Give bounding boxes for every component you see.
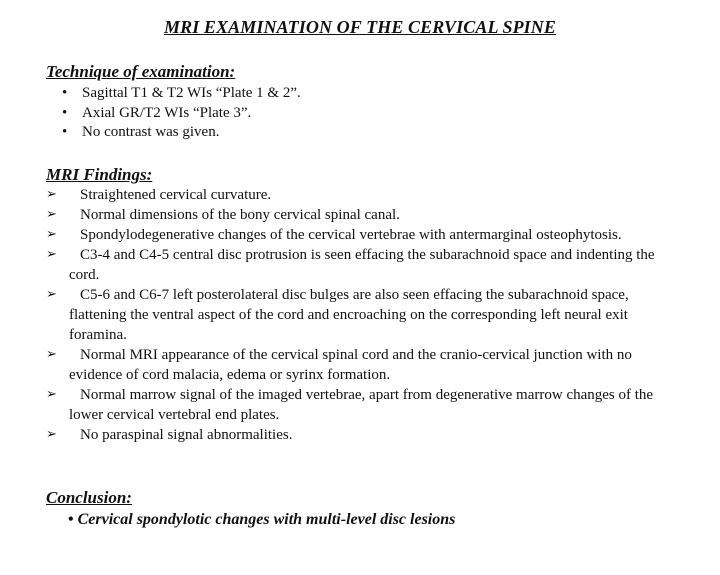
report-title: MRI EXAMINATION OF THE CERVICAL SPINE (164, 17, 556, 37)
finding-item-text: Straightened cervical curvature. (80, 187, 272, 203)
findings-list (46, 185, 686, 445)
technique-item (62, 84, 301, 104)
finding-item-text: Normal MRI appearance of the cervical spinal cord and the cranio-cervical junction with no evidence of cord malacia, edema or syrinx formation. (69, 347, 632, 383)
technique-item (62, 104, 301, 124)
arrow-bullet-icon: ➢ (46, 227, 57, 242)
conclusion-heading: Conclusion: (46, 488, 132, 507)
findings-heading: MRI Findings: (46, 165, 153, 184)
finding-item-text: C5-6 and C6-7 left posterolateral disc bulges are also seen effacing the subarachnoid space, flattening the ventral aspect of the cord and encroaching on the corresponding left neural exit foramina. (69, 287, 629, 343)
arrow-bullet-icon: ➢ (46, 187, 57, 202)
conclusion-item (68, 511, 455, 529)
arrow-bullet-icon: ➢ (46, 387, 57, 402)
technique-item (62, 123, 301, 143)
finding-item (46, 285, 686, 345)
technique-heading: Technique of examination: (46, 62, 236, 81)
finding-item-text: Normal dimensions of the bony cervical spinal canal. (80, 207, 400, 223)
finding-item (46, 425, 686, 445)
technique-item-text: Axial GR/T2 WIs “Plate 3”. (82, 104, 252, 121)
arrow-bullet-icon: ➢ (46, 247, 57, 262)
finding-item-text: No paraspinal signal abnormalities. (80, 427, 293, 443)
finding-item (46, 205, 686, 225)
finding-item (46, 345, 686, 385)
arrow-bullet-icon: ➢ (46, 427, 57, 442)
conclusion-text: Cervical spondylotic changes with multi-level disc lesions (77, 511, 456, 528)
finding-item (46, 225, 686, 245)
arrow-bullet-icon: ➢ (46, 287, 57, 302)
finding-item (46, 385, 686, 425)
finding-item-text: Spondylodegenerative changes of the cervical vertebrae with antermarginal osteophytosis. (80, 227, 622, 243)
bullet-icon: • (62, 124, 68, 140)
bullet-icon: • (68, 511, 74, 528)
finding-item (46, 245, 686, 285)
finding-item (46, 185, 686, 205)
bullet-icon: • (62, 85, 68, 101)
arrow-bullet-icon: ➢ (46, 347, 57, 362)
technique-list (62, 84, 301, 143)
bullet-icon: • (62, 104, 68, 121)
finding-item-text: C3-4 and C4-5 central disc protrusion is seen effacing the subarachnoid space and indenting the cord. (69, 247, 655, 283)
technique-item-text: No contrast was given. (82, 124, 220, 140)
finding-item-text: Normal marrow signal of the imaged vertebrae, apart from degenerative marrow changes of the lower cervical vertebral end plates. (69, 387, 654, 423)
arrow-bullet-icon: ➢ (46, 207, 57, 222)
technique-item-text: Sagittal T1 & T2 WIs “Plate 1 & 2”. (82, 85, 301, 101)
